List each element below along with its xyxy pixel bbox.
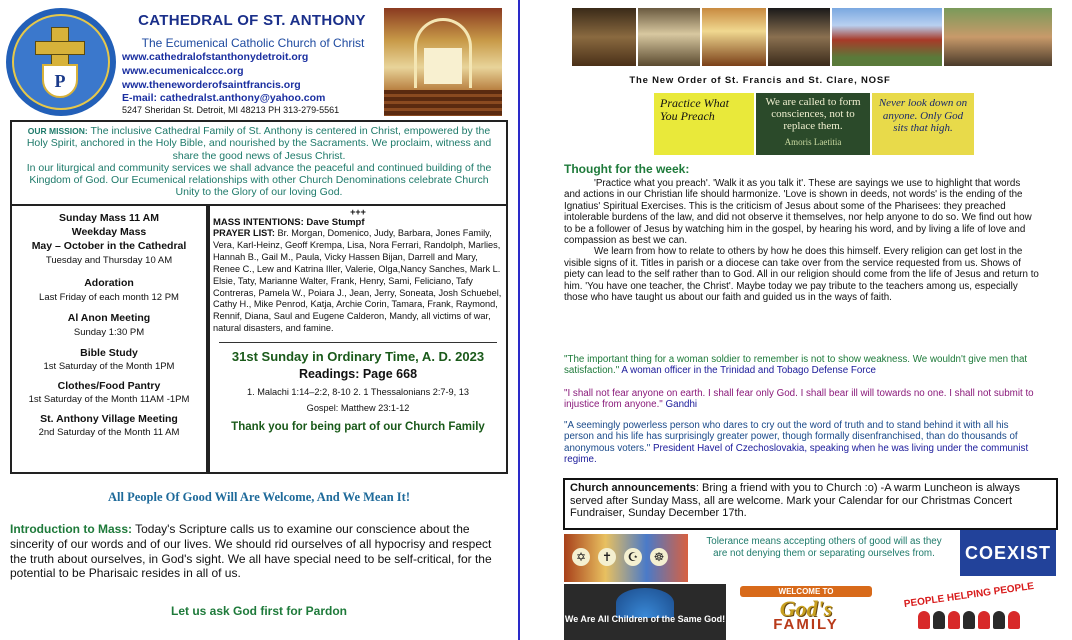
family-word: FAMILY (773, 616, 839, 633)
family-gods: God's (779, 596, 833, 621)
introduction-to-mass (10, 522, 508, 581)
coexist-logo: COEXIST (960, 530, 1056, 576)
gods-family-image (730, 584, 882, 640)
altar-photo (702, 8, 766, 66)
schedule-heading: Weekday Mass (71, 226, 147, 238)
helping-caption: PEOPLE HELPING PEOPLE (903, 580, 1035, 611)
announcements-text: : Bring a friend with you to Church :o) -A warm Luncheon is always served after Sunday Mass, all are welcome. Mark your Calendar for our Christmas Concert Fundraiser, Sunday December 17th. (570, 482, 1020, 520)
quote-woman-soldier (564, 354, 1039, 377)
quote-havel (564, 420, 1039, 466)
church-logo (6, 8, 116, 116)
readings-page: Readings: Page 668 (298, 367, 418, 382)
website-link-2[interactable]: www.ecumenicalccc.org (122, 65, 244, 77)
schedule-box (10, 206, 208, 474)
person-icon (918, 611, 930, 629)
amoris-laetitia-card (756, 93, 870, 155)
star-of-david-icon: ✡ (572, 548, 590, 566)
schedule-detail: 1st Saturday of the Month 11AM -1PM (28, 394, 190, 405)
announcements-label: Church announcements (570, 482, 696, 494)
tolerance-quote: Tolerance means accepting others of good will as they are not denying them or separating ourselves from. (706, 536, 942, 559)
schedule-detail: Sunday 1:30 PM (73, 327, 145, 338)
website-link-3[interactable]: www.theneworderofsaintfrancis.org (122, 79, 301, 91)
church-announcements (563, 478, 1058, 530)
children-of-god-image (564, 584, 726, 640)
om-icon: ☸ (650, 548, 668, 566)
prayer-list (213, 228, 503, 335)
quote-attribution: Gandhi (662, 399, 698, 411)
amoris-quote: We are called to form consciences, not to replace them. (765, 96, 861, 132)
mass-intentions: MASS INTENTIONS: Dave Stumpf (213, 217, 365, 228)
person-icon (978, 611, 990, 629)
divider (219, 342, 497, 343)
st-clare-photo (638, 8, 700, 66)
church-title: CATHEDRAL OF ST. ANTHONY (138, 12, 366, 29)
schedule-heading: Sunday Mass 11 AM (59, 212, 159, 224)
thought-for-the-week (564, 178, 1039, 303)
people-figures (884, 611, 1054, 629)
cathedral-exterior-photo (832, 8, 942, 66)
intro-text: Today's Scripture calls us to examine our conscience about the sincerity of our words and of our lives. We should rid ourselves of all hypocrisy and respect the truth about ourselves, in God's sight. We all have special need to be self-critical, for the potential to be Pharisaic resides in all of us. (10, 522, 492, 581)
pardon-line: Let us ask God first for Pardon (170, 604, 348, 618)
gospel-reading: Gospel: Matthew 23:1-12 (306, 403, 410, 414)
thought-paragraph-2: We learn from how to relate to others by how he does this himself. Every religion can get lost in the visible signs of it. Titles in parish or a diocese can take over from the service requested from us. Shows of piety can lead to the self rather than to God. All in our religion should come from the life of Jesus and return to him. 'You have one teacher, the Christ'. Maybe today we pay tribute to the teachers among us, especially those who have taught us about our faith and guided us in the ways of faith. (564, 246, 1039, 304)
quote-attribution: A woman officer in the Trinidad and Tobago Defense Force (619, 365, 876, 377)
person-icon (993, 611, 1005, 629)
children-caption: We Are All Children of the Same God! (564, 614, 726, 624)
thank-you-note: Thank you for being part of our Church Family (231, 421, 485, 434)
schedule-detail: 2nd Saturday of the Month 11 AM (38, 427, 180, 438)
mission-text-2: In our liturgical and community services we shall advance the peaceful and continued building of the Kingdom of God. Our Ecumenical relationships with other Church Denominations celebrate Church Unity to the Glory of our loving God. (26, 161, 492, 199)
interfaith-youth-image (564, 534, 688, 582)
prayer-list-label: PRAYER LIST: (213, 228, 275, 238)
person-icon (933, 611, 945, 629)
schedule-detail: Tuesday and Thursday 10 AM (45, 255, 173, 266)
practice-what-you-preach-card: Practice What You Preach (654, 93, 754, 155)
crescent-icon: ☪ (624, 548, 642, 566)
logo-shield: P (42, 64, 78, 98)
cross-icon: ✝ (598, 548, 616, 566)
separator-crosses: +++ (350, 207, 366, 217)
welcome-banner: All People Of Good Will Are Welcome, And We Mean It! (108, 490, 410, 504)
church-subtitle: The Ecumenical Catholic Church of Christ (141, 36, 365, 50)
order-title: The New Order of St. Francis and St. Clare, NOSF (629, 75, 891, 86)
prayer-box (208, 206, 508, 474)
person-icon (963, 611, 975, 629)
never-look-down-card: Never look down on anyone. Only God sits that high. (872, 93, 974, 155)
people-helping-people-image (884, 580, 1054, 640)
quote-text: "A seemingly powerless person who dares to cry out the word of truth and to stand behind it with all his person and his life has surprisingly greater power, though formally disenfranchised, than do thousands of anonymous voters." (564, 420, 1018, 454)
liturgical-day: 31st Sunday in Ordinary Time, A. D. 2023 (231, 349, 485, 365)
schedule-heading: Bible Study (80, 347, 138, 359)
left-page (0, 0, 518, 640)
quote-text: "I shall not fear anyone on earth. I shall fear only God. I shall bear ill will towards no one. I shall not submit to injustice from anyone." (564, 388, 1034, 411)
saints-photo-strip (572, 8, 1052, 66)
thought-heading: Thought for the week: (564, 162, 690, 176)
schedule-heading: Al Anon Meeting (67, 312, 151, 324)
schedule-heading: May – October in the Cathedral (31, 240, 187, 252)
cathedral-interior-photo (384, 8, 502, 116)
family-welcome: WELCOME TO (740, 586, 872, 597)
mission-box (10, 120, 508, 206)
thought-paragraph-1: 'Practice what you preach'. 'Walk it as you talk it'. These are sayings we use to highlight that words and actions in our Christian life should harmonize. 'Love is shown in deeds, not words' is the ending of the Ignatius' Spiritual Exercises. This is the criticism of Jesus about some of the Pharisees: they preached intolerable burdens of the law, and did not observe it themselves, nor help anyone to do so. We find out how to be a follower of Jesus by watching him in the gospel, by hearing his word, and by living a life of love and compassion as best we can. (564, 178, 1032, 247)
readings-list: 1. Malachi 1:14–2:2, 8-10 2. 1 Thessalonians 2:7-9, 13 (246, 387, 469, 398)
st-francis-photo (572, 8, 636, 66)
quote-attribution: President Havel of Czechoslovakia, speaking when he was living under the communist regime. (564, 442, 1029, 466)
intro-label: Introduction to Mass: (10, 522, 132, 536)
schedule-heading: St. Anthony Village Meeting (40, 413, 178, 425)
schedule-detail: 1st Saturday of the Month 1PM (43, 361, 175, 372)
schedule-detail: Last Friday of each month 12 PM (39, 292, 179, 303)
sanctuary-photo (768, 8, 830, 66)
mission-text-1: The inclusive Cathedral Family of St. Anthony is centered in Christ, empowered by the Holy Spirit, anchored in the Holy Bible, and nourished by the Sacraments. We proclaim, witness and share the good news of Jesus Christ. (26, 125, 492, 162)
prayer-list-names: Br. Morgan, Domenico, Judy, Barbara, Jones Family, Vera, Karl-Heinz, Geoff Krempa, Lisa, Nora Ferrari, Randolph, Marlies, Hannah B., Gail M., Paula, Vicky Hassen Bijan, Darrell and Mary, Renee C., Lew and Katrina Iller, Valerie, Olga,Nancy Sanches, Mark L. Elsie, Taty, Marianne Walter, Frank, Henry, Sami, Feliciano, Tafy Contreras, Pamela W., Poiara J., Jean, Jerry, Soneata, Josh Schuebel, Cathy H., Mike Penrod, Katja, Archie Corin, Tamara, Frank, Raymond, Rennif, Diana, Saul and Eugene Calderon, Mandy, all victims of war, natural disasters, and famine. (213, 228, 502, 334)
quote-gandhi (564, 388, 1039, 411)
schedule-heading: Adoration (84, 277, 134, 289)
person-icon (1008, 611, 1020, 629)
community-photo (944, 8, 1052, 66)
mission-label: OUR MISSION: (27, 126, 88, 136)
schedule-heading: Clothes/Food Pantry (57, 380, 161, 392)
quote-text: "The important thing for a woman soldier to remember is not to show weakness. We wouldn't give men that satisfaction." (564, 354, 1028, 377)
amoris-source: Amoris Laetitia (784, 137, 842, 147)
person-icon (948, 611, 960, 629)
address: 5247 Sheridan St. Detroit, MI 48213 PH 313-279-5561 (122, 105, 340, 115)
page-gutter (518, 0, 540, 640)
email-link[interactable]: E-mail: cathedralst.anthony@yahoo.com (122, 92, 326, 104)
website-link-1[interactable]: www.cathedralofstanthonydetroit.org (122, 51, 309, 63)
